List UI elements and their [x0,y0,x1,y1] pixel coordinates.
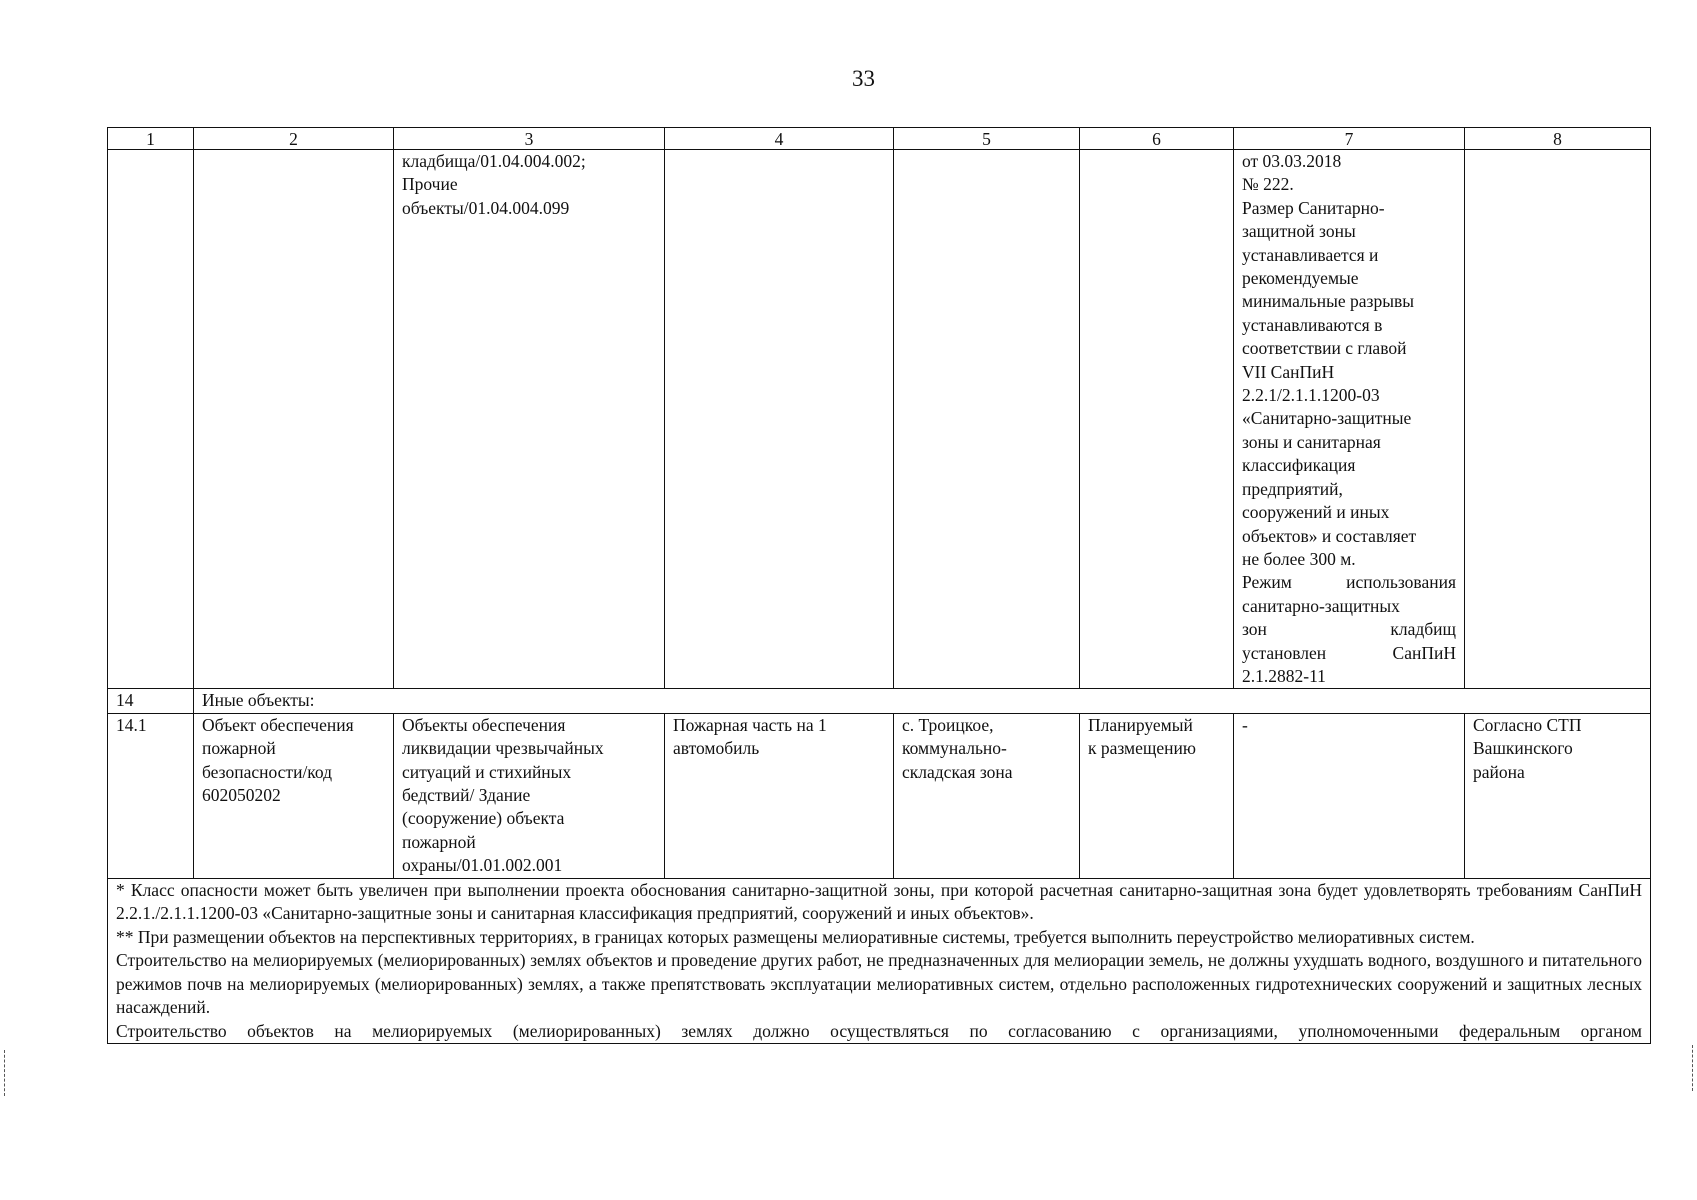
cell-lines [1473,714,1642,784]
cell-line: бедствий/ Здание [402,784,531,805]
cell-line: Вашкинского [1473,738,1573,759]
cell-lines [1242,714,1456,737]
cell-lines [902,714,1071,784]
cell-line: 602050202 [202,784,281,805]
footnote-hazard-class: * Класс опасности может быть увеличен при выполнении проекта обоснования санитарно-защитной зоны, при которой расчетная санитарно-защитная зона будет удовлетворять требованиям СанПиН 2.2.1./2.1.1.1200-03 «Санитарно-защитные зоны и санитарная классификация предприятий, сооружений и иных объектов». [116,879,1642,924]
footnote-melioration: ** При размещении объектов на перспективных территориях, в границах которых размещены мелиоративные системы, требуется выполнить переустройство мелиоративных систем. [116,926,1475,947]
scan-edge-mark [4,1050,7,1096]
cell-line: предприятий, [1242,478,1343,499]
cell-line: 2.2.1/2.1.1.1200-03 [1242,385,1380,406]
cell-line: ликвидации чрезвычайных [402,738,604,759]
cell-line: Объект обеспечения [202,714,354,735]
note-construction-approval: Строительство объектов на мелиорируемых (мелиорированных) землях должно осуществляться по согласованию с организациями, уполномоченными федеральным органом [116,1020,1642,1041]
header-cell: 4 [665,128,894,150]
table-cell-sanitary-zone [1234,150,1465,689]
section-row [108,689,1651,713]
cell-line: кладбища/01.04.004.002; [402,151,586,171]
cell-line: Согласно СТП [1473,714,1582,735]
cell-lines [402,714,656,878]
table-cell-object-name [194,713,394,878]
cell-line: классификация [1242,455,1356,476]
cell-lines [673,714,885,761]
cell-line: защитной зоны [1242,221,1356,242]
cell-line: безопасности/код [202,761,333,782]
cell-line: зоны и санитарная [1242,431,1381,452]
cell-line: зон кладбищ [1242,619,1456,640]
cell-line: устанавливаются в [1242,314,1383,335]
cell-line: «Санитарно-защитные [1242,408,1412,429]
table-cell-status [1080,713,1234,878]
cell-line: не более 300 м. [1242,548,1356,569]
table-cell [194,150,394,689]
cell-line: 2.1.2882-11 [1242,665,1326,686]
cell-line: соответствии с главой [1242,338,1407,359]
cell-line: VII СанПиН [1242,361,1335,382]
note-construction-restrictions: Строительство на мелиорируемых (мелиорированных) землях объектов и проведение других работ, не предназначенных для мелиорации земель, не должны ухудшать водного, воздушного и питательного режимов почв на мелиорируемых (мелиорированных) землях, а также препятствовать эксплуатации мелиоративных систем, отдельно расположенных гидротехнических сооружений и защитных лесных насаждений. [116,950,1642,1018]
cell-line: (сооружение) объекта [402,808,565,829]
cell-line: складская зона [902,761,1013,782]
header-cell: 5 [894,128,1080,150]
table-cell-location [894,713,1080,878]
header-cell: 1 [108,128,194,150]
table-cell-source [1465,713,1651,878]
notes-row [108,878,1651,1044]
page-number: 33 [852,66,875,91]
cell-lines [1242,150,1456,688]
cell-line: сооружений и иных [1242,502,1390,523]
cell-lines [1088,714,1225,761]
cell-line: санитарно-защитных [1242,595,1400,616]
header-cell: 3 [394,128,665,150]
table-cell-object-types [394,713,665,878]
table-row [108,713,1651,878]
cell-line: рекомендуемые [1242,268,1359,289]
header-cell: 7 [1234,128,1465,150]
objects-table [107,127,1651,1044]
row-number: 14 [108,689,194,713]
cell-line: Размер Санитарно- [1242,197,1385,218]
cell-line: пожарной [402,831,476,852]
table-cell-characteristics [665,713,894,878]
cell-line: Пожарная часть на 1 [673,714,827,735]
cell-line: устанавливается и [1242,244,1379,265]
cell-line: Прочие [402,174,458,195]
table-cell [665,150,894,689]
table-cell-object-types [394,150,665,689]
cell-line: к размещению [1088,738,1196,759]
cell-line: охраны/01.01.002.001 [402,855,563,876]
cell-line: № 222. [1242,174,1294,195]
table-cell [894,150,1080,689]
header-cell: 2 [194,128,394,150]
cell-line: района [1473,761,1525,782]
cell-line: коммунально- [902,738,1007,759]
table-cell [1080,150,1234,689]
cell-line: - [1242,714,1248,735]
cell-line: минимальные разрывы [1242,291,1414,312]
table-row [108,150,1651,689]
scan-edge-mark [1692,1045,1695,1091]
cell-line: с. Троицкое, [902,714,994,735]
row-number: 14.1 [108,713,194,878]
table-cell-sanitary-zone [1234,713,1465,878]
table-cell [1465,150,1651,689]
section-title: Иные объекты: [194,689,1651,713]
header-cell: 8 [1465,128,1651,150]
cell-line: Объекты обеспечения [402,714,566,735]
table-header-row [108,128,1651,150]
cell-line: пожарной [202,738,276,759]
cell-line: от 03.03.2018 [1242,151,1342,171]
cell-line: автомобиль [673,738,760,759]
cell-line: Режим использования [1242,572,1456,593]
notes-cell [108,878,1651,1044]
cell-lines [402,150,656,220]
cell-line: установлен СанПиН [1242,642,1456,663]
cell-line: объектов» и составляет [1242,525,1417,546]
cell-line: Планируемый [1088,714,1193,735]
cell-lines [202,714,385,808]
table-cell [108,150,194,689]
cell-line: ситуаций и стихийных [402,761,572,782]
cell-line: объекты/01.04.004.099 [402,197,570,218]
header-cell: 6 [1080,128,1234,150]
